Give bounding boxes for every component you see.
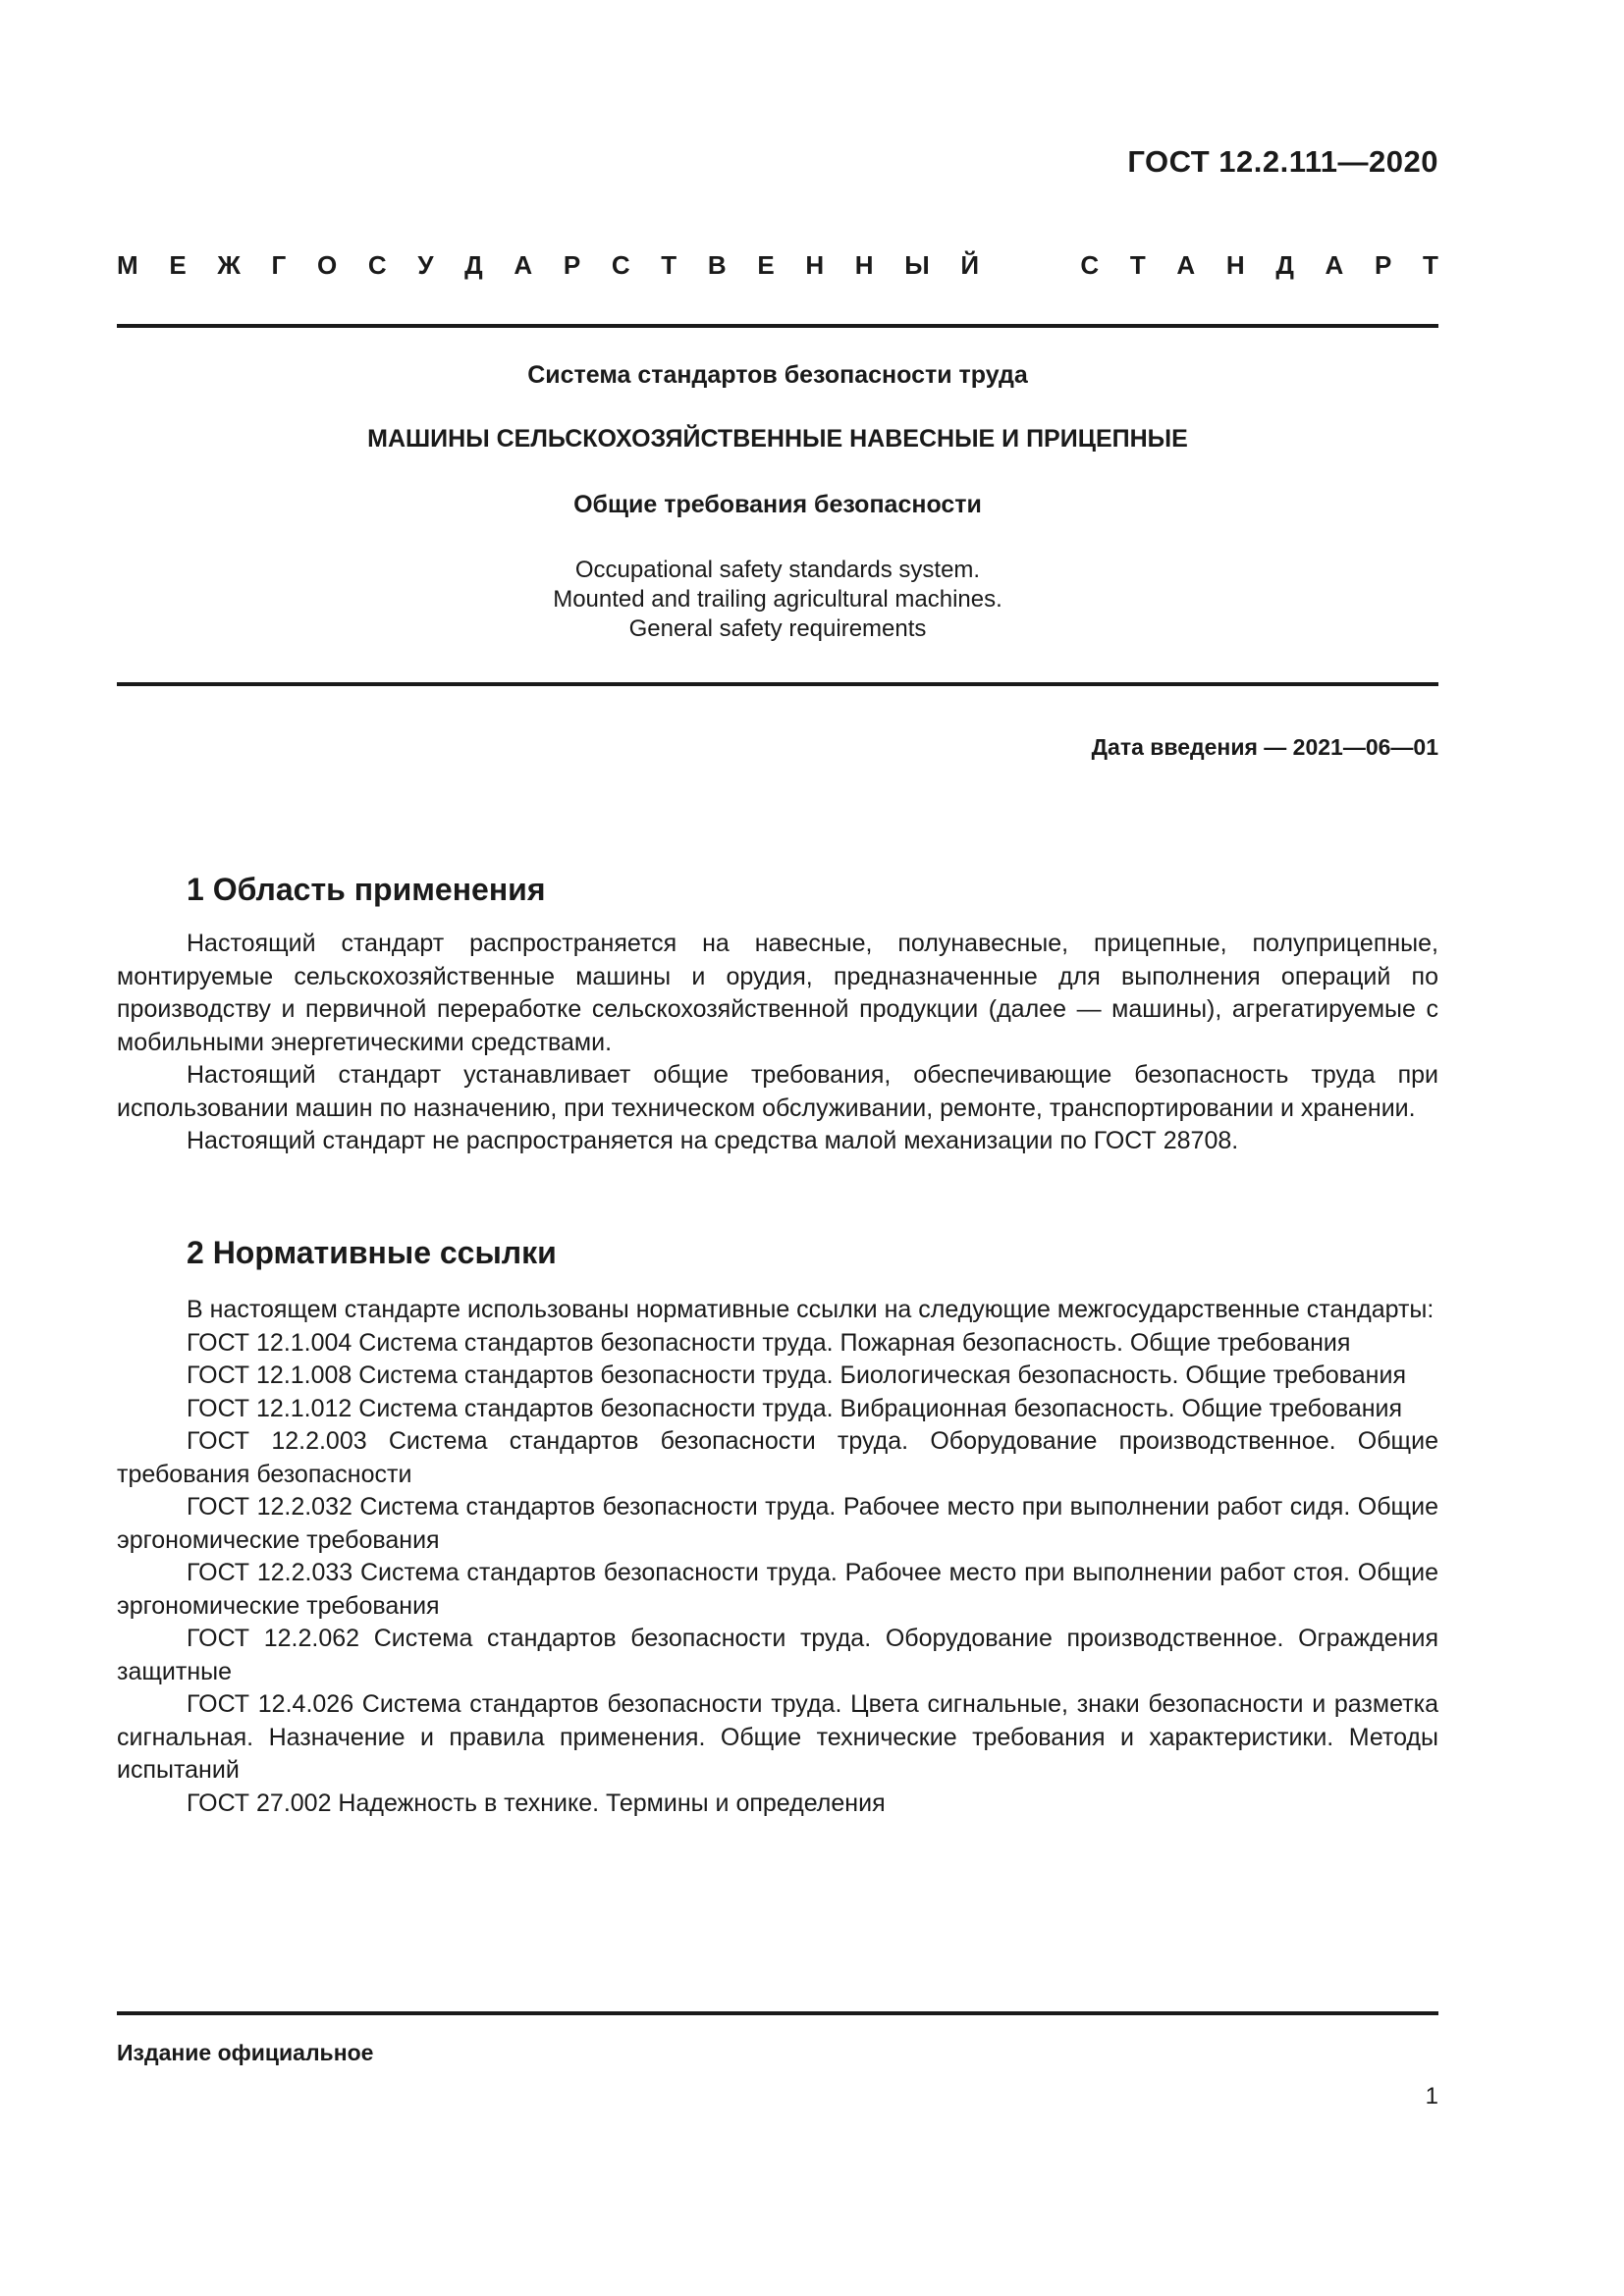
middle-rule [117, 682, 1438, 686]
banner-letter: А [1325, 250, 1344, 280]
reference-item: ГОСТ 12.1.008 Система стандартов безопасности труда. Биологическая безопасность. Общие требования [187, 1362, 1406, 1389]
banner-letter: С [1080, 250, 1100, 280]
page-number: 1 [1425, 2083, 1438, 2109]
banner-letter: А [1176, 250, 1196, 280]
banner-letter: Г [271, 250, 287, 280]
reference-item: ГОСТ 12.2.032 Система стандартов безопасности труда. Рабочее место при выполнении работ сидя. Общие эргономические требования [117, 1493, 1438, 1554]
banner-letter: Д [1275, 250, 1294, 280]
reference-item: ГОСТ 12.4.026 Система стандартов безопасности труда. Цвета сигнальные, знаки безопасности и разметка сигнальная. Назначение и правила применения. Общие технические требования и характеристики. Методы испытаний [117, 1690, 1438, 1784]
reference-item: ГОСТ 12.2.033 Система стандартов безопасности труда. Рабочее место при выполнении работ стоя. Общие эргономические требования [117, 1559, 1438, 1620]
english-title [117, 556, 1438, 644]
banner-letter: А [514, 250, 533, 280]
section-2-body [117, 1294, 1438, 1820]
official-edition-label: Издание официальное [117, 2040, 374, 2065]
section-1-heading: 1 Область применения [187, 872, 546, 907]
reference-item: ГОСТ 12.2.062 Система стандартов безопасности труда. Оборудование производственное. Ограждения защитные [117, 1625, 1438, 1685]
banner-letter: Й [960, 250, 980, 280]
top-rule [117, 324, 1438, 328]
paragraph: В настоящем стандарте использованы нормативные ссылки на следующие межгосударственные стандарты: [187, 1296, 1435, 1323]
banner-letter: Ы [904, 250, 930, 280]
banner-letter: Н [805, 250, 825, 280]
reference-item: ГОСТ 12.1.004 Система стандартов безопасности труда. Пожарная безопасность. Общие требования [187, 1328, 1351, 1357]
banner-letter: В [707, 250, 727, 280]
banner-letter: Д [464, 250, 483, 280]
english-title-line: Occupational safety standards system. [574, 557, 981, 583]
banner-letter: Н [854, 250, 874, 280]
reference-item: ГОСТ 27.002 Надежность в технике. Термины и определения [187, 1789, 886, 1817]
english-title-line: General safety requirements [628, 615, 927, 642]
banner-letter: Н [1225, 250, 1245, 280]
standard-title: МАШИНЫ СЕЛЬСКОХОЗЯЙСТВЕННЫЕ НАВЕСНЫЕ И ПРИЦЕПНЫЕ [367, 425, 1188, 453]
banner-letter: М [117, 250, 138, 280]
introduction-date: Дата введения — 2021—06—01 [1091, 734, 1438, 760]
bottom-rule [117, 2011, 1438, 2015]
word-gap [1010, 250, 1050, 281]
paragraph: Настоящий стандарт распространяется на навесные, полунавесные, прицепные, полуприцепные, монтируемые сельскохозяйственные машины и орудия, предназначенные для выполнения операций по производству и первичной переработке сельскохозяйственной продукции (далее — машины), агрегатируемые с мобильными энергетическими средствами. [117, 930, 1438, 1056]
standard-subtitle: Общие требования безопасности [573, 491, 982, 518]
paragraph: Настоящий стандарт устанавливает общие требования, обеспечивающие безопасность труда при использовании машин по назначению, при техническом обслуживании, ремонте, транспортировании и хранении. [117, 1061, 1438, 1122]
banner-letter: Р [563, 250, 581, 280]
paragraph: Настоящий стандарт не распространяется на средства малой механизации по ГОСТ 28708. [187, 1127, 1239, 1154]
document-page [117, 0, 1438, 2296]
system-title: Система стандартов безопасности труда [527, 361, 1028, 389]
banner-letter: С [611, 250, 630, 280]
document-code: ГОСТ 12.2.111—2020 [1127, 144, 1438, 179]
interstate-standard-banner [117, 250, 1438, 281]
banner-letter: Т [1423, 250, 1438, 280]
banner-letter: Т [1129, 250, 1146, 280]
reference-item: ГОСТ 12.2.003 Система стандартов безопасности труда. Оборудование производственное. Общие требования безопасности [117, 1427, 1438, 1488]
banner-letter: Т [661, 250, 677, 280]
section-1-body [117, 928, 1438, 1158]
banner-letter: С [367, 250, 387, 280]
banner-letter: Ж [217, 250, 241, 280]
banner-letter: Е [757, 250, 775, 280]
banner-letter: Р [1374, 250, 1392, 280]
banner-letter: У [417, 250, 434, 280]
banner-letter: О [316, 250, 338, 280]
section-2-heading: 2 Нормативные ссылки [187, 1235, 557, 1270]
reference-item: ГОСТ 12.1.012 Система стандартов безопасности труда. Вибрационная безопасность. Общие требования [187, 1394, 1403, 1422]
english-title-line: Mounted and trailing agricultural machines. [553, 586, 1002, 613]
banner-letter: Е [169, 250, 187, 280]
